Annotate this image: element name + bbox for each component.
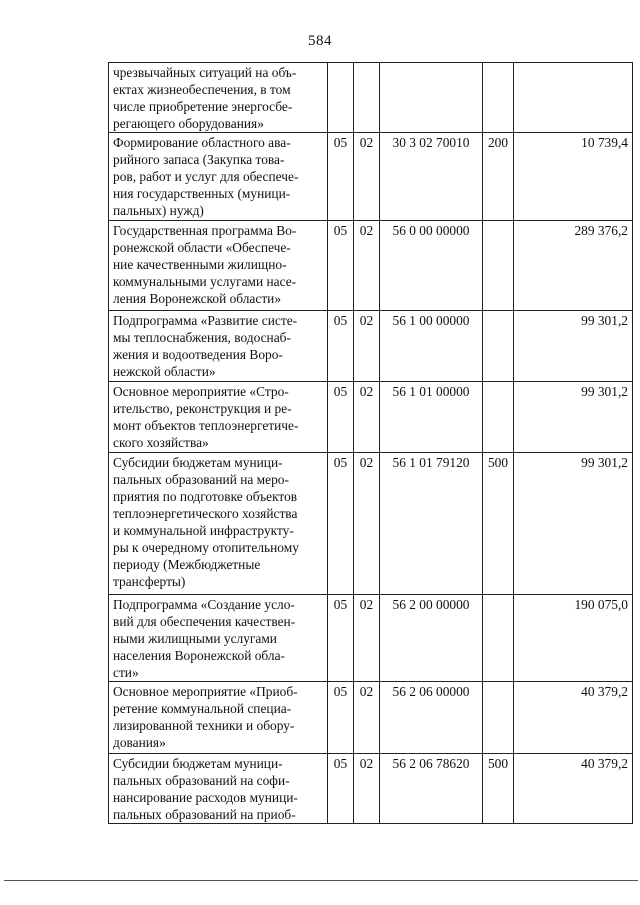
expense-type-cell [483,63,514,133]
table-row [109,453,633,595]
name-line: жения и водоотведения Воро- [113,347,283,362]
row-name-cell [109,311,328,382]
name-line: трансферты) [113,574,186,589]
expense-type-cell [483,382,514,453]
amount-cell: 40 379,2 [514,754,633,824]
name-line: ского хозяйства» [113,435,209,450]
name-line: лизированной техники и обору- [113,718,295,733]
row-name-cell [109,133,328,221]
name-line: дования» [113,735,166,750]
row-name-cell [109,595,328,682]
name-line: Основное мероприятие «Стро- [113,384,289,399]
amount-cell: 99 301,2 [514,453,633,595]
target-article-cell: 56 1 01 79120 [380,453,483,595]
section-code-cell: 05 [328,133,354,221]
name-line: ительство, реконструкция и ре- [113,401,292,416]
name-line: пальных образований на приоб- [113,807,296,822]
name-line: ние качественными жилищно- [113,257,287,272]
name-line: и коммунальной инфраструкту- [113,523,294,538]
subsection-code-cell: 02 [354,453,380,595]
row-name-cell [109,382,328,453]
table-row [109,682,633,754]
amount-cell: 99 301,2 [514,382,633,453]
target-article-cell: 56 2 06 00000 [380,682,483,754]
table-row [109,63,633,133]
name-line: Субсидии бюджетам муници- [113,756,283,771]
name-line: вий для обеспечения качествен- [113,614,296,629]
name-line: Подпрограмма «Создание усло- [113,597,295,612]
target-article-cell: 56 0 00 00000 [380,221,483,311]
amount-cell: 289 376,2 [514,221,633,311]
name-line: рийного запаса (Закупка това- [113,152,285,167]
name-line: ектах жизнеобеспечения, в том [113,82,291,97]
name-line: мы теплоснабжения, водоснаб- [113,330,291,345]
name-line: Подпрограмма «Развитие систе- [113,313,298,328]
name-line: Формирование областного ава- [113,135,291,150]
subsection-code-cell: 02 [354,311,380,382]
name-line: ными жилищными услугами [113,631,277,646]
name-line: сти» [113,665,139,680]
target-article-cell: 56 1 01 00000 [380,382,483,453]
row-name-cell [109,63,328,133]
name-line: нансирование расходов муници- [113,790,298,805]
page-number: 584 [308,33,332,49]
subsection-code-cell: 02 [354,754,380,824]
name-line: Государственная программа Во- [113,223,297,238]
table-row [109,754,633,824]
name-line: пальных образований на меро- [113,472,289,487]
name-line: теплоэнергетического хозяйства [113,506,298,521]
name-line: числе приобретение энергосбе- [113,99,293,114]
subsection-code-cell: 02 [354,682,380,754]
target-article-cell: 56 2 00 00000 [380,595,483,682]
section-code-cell: 05 [328,382,354,453]
expense-type-cell [483,682,514,754]
table-row [109,382,633,453]
budget-table [108,62,633,824]
name-line: пальных) нужд) [113,203,204,218]
name-line: пальных образований на софи- [113,773,290,788]
amount-cell: 10 739,4 [514,133,633,221]
expense-type-cell [483,221,514,311]
page-bottom-rule [4,880,638,881]
name-line: регающего оборудования» [113,116,264,131]
section-code-cell: 05 [328,682,354,754]
subsection-code-cell: 02 [354,382,380,453]
subsection-code-cell: 02 [354,133,380,221]
expense-type-cell: 500 [483,453,514,595]
name-line: нежской области» [113,364,216,379]
row-name-cell [109,754,328,824]
budget-table-body [109,63,633,824]
row-name-cell [109,682,328,754]
name-line: ры к очередному отопительному [113,540,299,555]
amount-cell: 190 075,0 [514,595,633,682]
subsection-code-cell: 02 [354,595,380,682]
target-article-cell: 56 2 06 78620 [380,754,483,824]
expense-type-cell [483,311,514,382]
name-line: ретение коммунальной специа- [113,701,292,716]
table-row [109,595,633,682]
name-line: приятия по подготовке объектов [113,489,298,504]
name-line: Субсидии бюджетам муници- [113,455,283,470]
section-code-cell [328,63,354,133]
expense-type-cell: 200 [483,133,514,221]
name-line: ров, работ и услуг для обеспече- [113,169,299,184]
row-name-cell [109,453,328,595]
subsection-code-cell [354,63,380,133]
table-row [109,221,633,311]
name-line: чрезвычайных ситуаций на объ- [113,65,297,80]
section-code-cell: 05 [328,311,354,382]
section-code-cell: 05 [328,754,354,824]
amount-cell [514,63,633,133]
name-line: коммунальными услугами насе- [113,274,297,289]
expense-type-cell [483,595,514,682]
target-article-cell: 56 1 00 00000 [380,311,483,382]
name-line: монт объектов теплоэнергетиче- [113,418,299,433]
name-line: ронежской области «Обеспече- [113,240,291,255]
name-line: населения Воронежской обла- [113,648,285,663]
name-line: Основное мероприятие «Приоб- [113,684,298,699]
table-row [109,133,633,221]
name-line: ления Воронежской области» [113,291,282,306]
target-article-cell: 30 3 02 70010 [380,133,483,221]
amount-cell: 99 301,2 [514,311,633,382]
table-row [109,311,633,382]
name-line: периоду (Межбюджетные [113,557,261,572]
subsection-code-cell: 02 [354,221,380,311]
section-code-cell: 05 [328,221,354,311]
section-code-cell: 05 [328,595,354,682]
expense-type-cell: 500 [483,754,514,824]
amount-cell: 40 379,2 [514,682,633,754]
name-line: ния государственных (муници- [113,186,291,201]
section-code-cell: 05 [328,453,354,595]
row-name-cell [109,221,328,311]
target-article-cell [380,63,483,133]
